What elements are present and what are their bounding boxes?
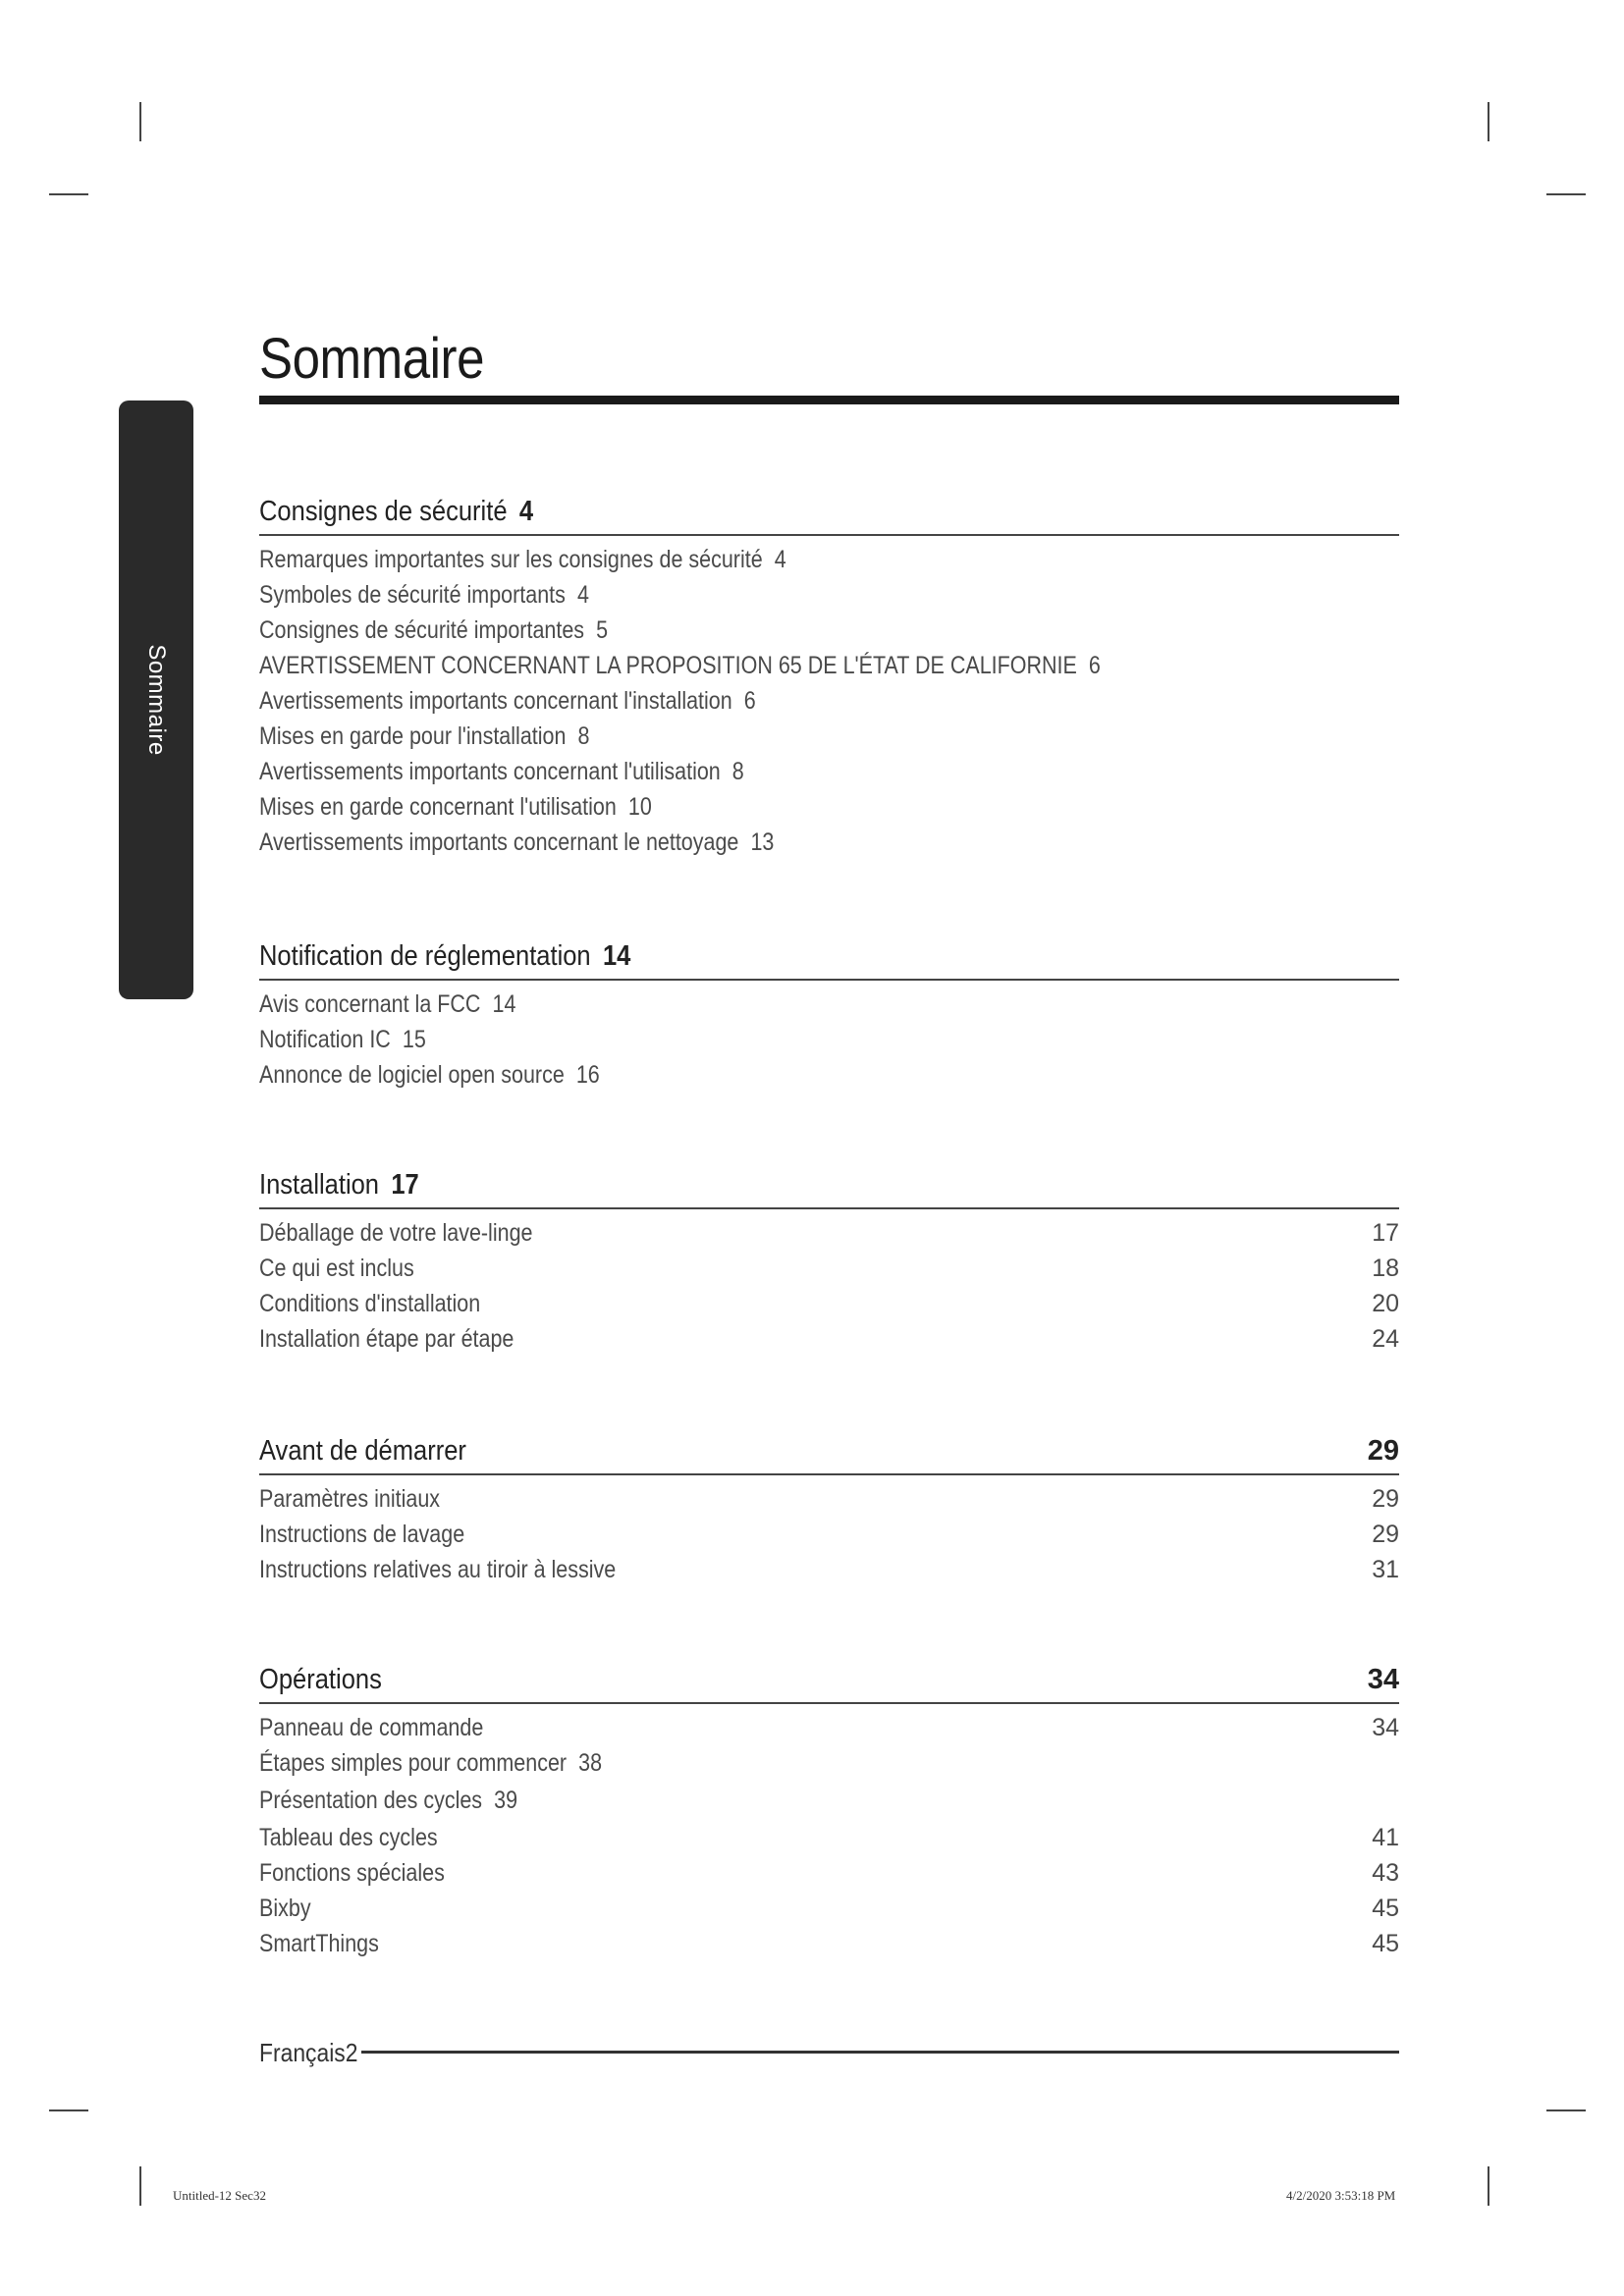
toc-section-title: Notification de réglementation: [259, 940, 591, 972]
crop-mark: [1488, 102, 1489, 141]
toc-entry-group: [259, 758, 744, 786]
title-rule: [259, 396, 1399, 404]
toc-entry-title: Tableau des cycles: [259, 1823, 438, 1851]
toc-entry-title: Instructions de lavage: [259, 1520, 465, 1548]
toc-section-heading[interactable]: [259, 1164, 1399, 1209]
chapter-side-tab: [119, 400, 193, 999]
toc-section: [259, 1430, 1399, 1587]
toc-entry-group: [259, 616, 608, 645]
toc-entry-group: [259, 581, 589, 610]
toc-entry-page: 39: [494, 1786, 518, 1814]
toc-entry-page: 15: [402, 1025, 426, 1053]
toc-entry-page: 6: [743, 686, 756, 715]
crop-mark: [49, 2109, 88, 2111]
toc-section-page: 17: [391, 1169, 419, 1201]
toc-entry-page: 6: [1088, 651, 1101, 679]
toc-entry[interactable]: [259, 613, 1399, 648]
toc-entry[interactable]: [259, 1891, 1399, 1926]
toc-entry-title: Avertissements importants concernant le nettoyage: [259, 828, 739, 856]
toc-entry-title: Fonctions spéciales: [259, 1858, 445, 1887]
toc-entry-title: Étapes simples pour commencer: [259, 1748, 568, 1777]
toc-entry-title: Avertissements importants concernant l'utilisation: [259, 757, 721, 785]
toc-entry-group: [259, 722, 589, 751]
toc-entry-list: [259, 1710, 1399, 1961]
toc-section-page: 34: [1367, 1664, 1399, 1695]
footer-rule: [361, 2051, 1399, 2054]
toc-entry-title: Conditions d'installation: [259, 1289, 481, 1317]
toc-section-title: Avant de démarrer: [259, 1435, 466, 1467]
toc-entry-group: [259, 1787, 517, 1815]
toc-entry[interactable]: [259, 1552, 1399, 1587]
toc-entry-title: Remarques importantes sur les consignes de sécurité: [259, 545, 763, 573]
toc-entry-group: [259, 652, 1101, 680]
print-slug-left: Untitled-12 Sec32: [173, 2188, 266, 2203]
toc-entry[interactable]: [259, 754, 1399, 789]
toc-entry[interactable]: [259, 1781, 1399, 1820]
toc-entry[interactable]: [259, 1286, 1399, 1321]
toc-entry[interactable]: [259, 1321, 1399, 1357]
toc-entry-page: 29: [1372, 1520, 1399, 1548]
toc-entry[interactable]: [259, 683, 1399, 719]
toc-section-heading[interactable]: [259, 935, 1399, 981]
toc-entry-group: [259, 546, 786, 574]
toc-entry-title: SmartThings: [259, 1929, 379, 1957]
toc-entry-title: Notification IC: [259, 1025, 391, 1053]
toc-entry-title: Paramètres initiaux: [259, 1484, 441, 1513]
toc-entry-title: Consignes de sécurité importantes: [259, 615, 585, 644]
toc-entry[interactable]: [259, 1517, 1399, 1552]
toc-entry-page: 4: [774, 545, 786, 573]
toc-entry[interactable]: [259, 987, 1399, 1022]
toc-entry-title: AVERTISSEMENT CONCERNANT LA PROPOSITION 65 DE L'ÉTAT DE CALIFORNIE: [259, 651, 1077, 679]
toc-entry-title: Déballage de votre lave-linge: [259, 1218, 533, 1247]
toc-entry-title: Mises en garde concernant l'utilisation: [259, 792, 617, 821]
toc-entry-group: [259, 1749, 602, 1778]
toc-entry-title: Panneau de commande: [259, 1713, 484, 1741]
toc-section-page: 29: [1367, 1435, 1399, 1467]
toc-entry-title: Installation étape par étape: [259, 1324, 514, 1353]
page-title: Sommaire: [259, 327, 485, 391]
toc-entry-page: 13: [750, 828, 775, 856]
toc-section-page: 4: [518, 496, 534, 527]
toc-entry[interactable]: [259, 1745, 1399, 1781]
toc-entry-page: 8: [731, 757, 744, 785]
toc-entry-page: 8: [577, 721, 590, 750]
toc-entry-page: 20: [1372, 1289, 1399, 1317]
toc-entry-page: 4: [576, 580, 589, 609]
toc-entry-group: [259, 828, 774, 857]
toc-entry-page: 5: [596, 615, 609, 644]
toc-section-page: 14: [602, 940, 631, 972]
toc-entry-title: Avis concernant la FCC: [259, 989, 481, 1018]
toc-entry-group: [259, 1061, 600, 1090]
toc-entry-title: Présentation des cycles: [259, 1786, 483, 1814]
toc-entry[interactable]: [259, 1855, 1399, 1891]
toc-section-title-group: [259, 1169, 419, 1201]
crop-mark: [139, 102, 141, 141]
crop-mark: [139, 2166, 141, 2206]
toc-entry[interactable]: [259, 1251, 1399, 1286]
toc-entry-list: [259, 987, 1399, 1093]
toc-entry[interactable]: [259, 577, 1399, 613]
crop-mark: [1546, 193, 1586, 195]
toc-entry-page: 14: [492, 989, 516, 1018]
toc-entry-page: 31: [1372, 1555, 1399, 1583]
toc-entry[interactable]: [259, 1710, 1399, 1745]
toc-entry-title: Bixby: [259, 1894, 311, 1922]
toc-entry-group: [259, 793, 652, 822]
toc-entry[interactable]: [259, 1820, 1399, 1855]
toc-section-heading[interactable]: [259, 1430, 1399, 1475]
toc-entry-list: [259, 542, 1399, 860]
toc-entry-title: Mises en garde pour l'installation: [259, 721, 567, 750]
toc-entry-title: Annonce de logiciel open source: [259, 1060, 565, 1089]
toc-section-title-group: [259, 940, 630, 973]
toc-section-heading[interactable]: [259, 491, 1399, 536]
toc-entry[interactable]: [259, 648, 1399, 683]
toc-section-heading[interactable]: [259, 1659, 1399, 1704]
toc-entry[interactable]: [259, 719, 1399, 754]
toc-section-title: Consignes de sécurité: [259, 496, 508, 527]
toc-entry-page: 29: [1372, 1484, 1399, 1513]
toc-section: [259, 491, 1399, 860]
toc-entry-group: [259, 990, 515, 1019]
toc-entry-page: 17: [1372, 1218, 1399, 1247]
toc-section: [259, 935, 1399, 1093]
toc-entry[interactable]: [259, 1215, 1399, 1251]
toc-entry-title: Ce qui est inclus: [259, 1254, 414, 1282]
chapter-side-tab-label: Sommaire: [143, 644, 170, 756]
toc-entry-page: 38: [578, 1748, 603, 1777]
toc-entry-list: [259, 1481, 1399, 1587]
toc-entry-page: 18: [1372, 1254, 1399, 1282]
page-footer-label: Français2: [259, 2038, 358, 2067]
toc-entry-page: 41: [1372, 1823, 1399, 1851]
toc-entry[interactable]: [259, 1022, 1399, 1057]
toc-entry-list: [259, 1215, 1399, 1357]
toc-entry-title: Instructions relatives au tiroir à lessive: [259, 1555, 617, 1583]
toc-entry-page: 24: [1372, 1324, 1399, 1353]
toc-entry-page: 10: [627, 792, 652, 821]
toc-entry-page: 43: [1372, 1858, 1399, 1887]
toc-entry[interactable]: [259, 789, 1399, 825]
crop-mark: [49, 193, 88, 195]
print-slug-right: 4/2/2020 3:53:18 PM: [1286, 2188, 1396, 2203]
toc-entry-group: [259, 1026, 426, 1054]
crop-mark: [1488, 2166, 1489, 2206]
toc-entry[interactable]: [259, 542, 1399, 577]
toc-entry-page: 45: [1372, 1929, 1399, 1957]
toc-entry-title: Avertissements importants concernant l'installation: [259, 686, 732, 715]
toc-entry-group: [259, 687, 756, 716]
toc-entry-page: 16: [575, 1060, 600, 1089]
toc-entry-page: 34: [1372, 1713, 1399, 1741]
toc-section-title-group: [259, 496, 533, 528]
toc-section: [259, 1659, 1399, 1961]
toc-entry[interactable]: [259, 1057, 1399, 1093]
toc-entry[interactable]: [259, 825, 1399, 860]
toc-section-title: Opérations: [259, 1664, 382, 1695]
toc-section-title: Installation: [259, 1169, 380, 1201]
toc-entry[interactable]: [259, 1926, 1399, 1961]
toc-entry[interactable]: [259, 1481, 1399, 1517]
toc-entry-title: Symboles de sécurité importants: [259, 580, 566, 609]
toc-entry-page: 45: [1372, 1894, 1399, 1922]
toc-section: [259, 1164, 1399, 1357]
crop-mark: [1546, 2109, 1586, 2111]
